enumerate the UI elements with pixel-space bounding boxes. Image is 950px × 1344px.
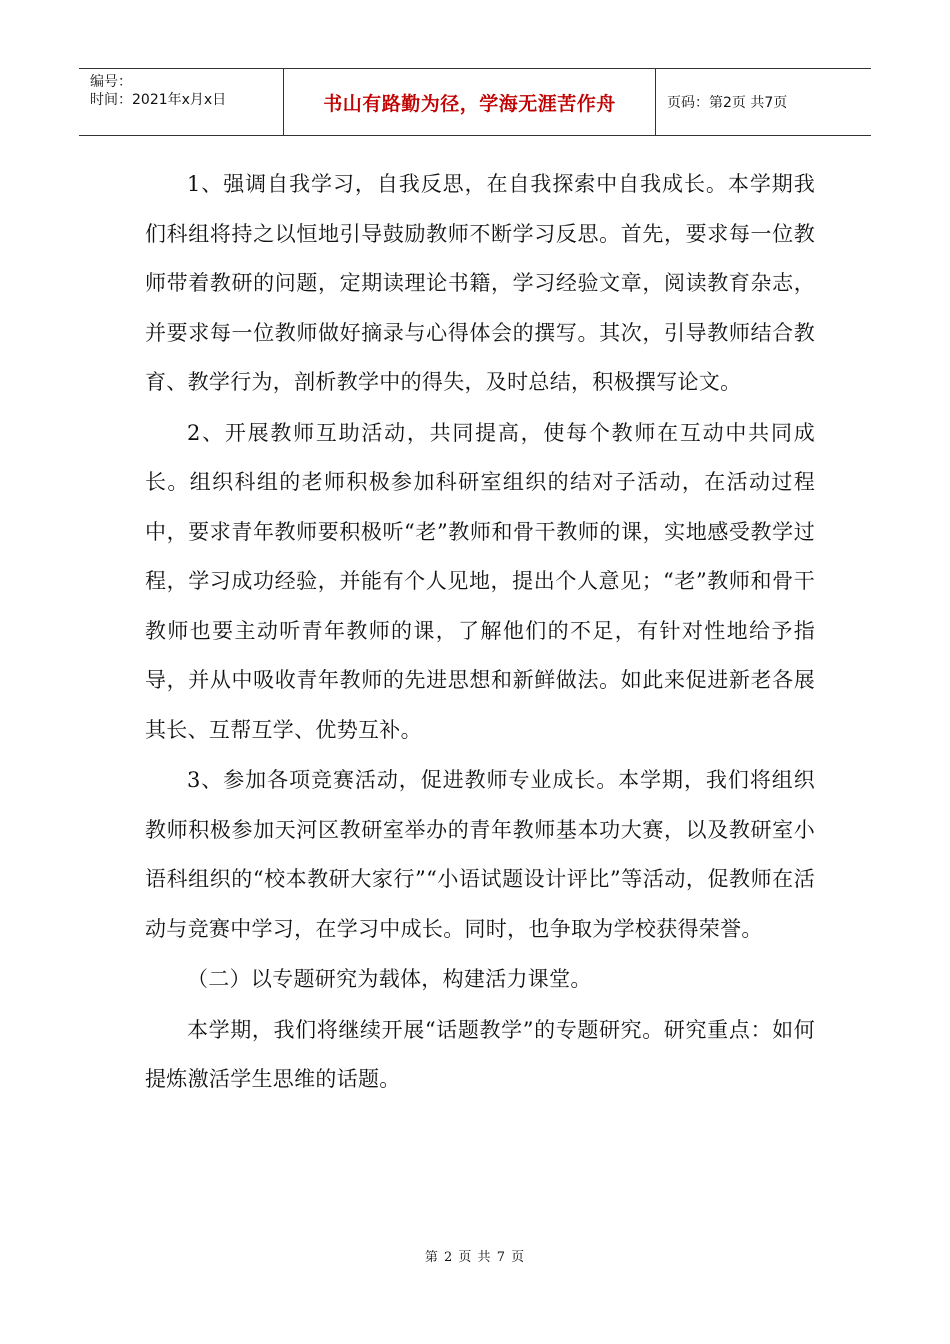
paragraph-mutual-help: 2、开展教师互助活动，共同提高，使每个教师在互动中共同成长。组织科组的老师积极参加科研室组织的结对子活动，在活动过程中，要求青年教师要积极听“老”教师和骨干教师的课，实地感受教学过程，学习成功经验，并能有个人见地，提出个人意见；“老”教师和骨干教师也要主动听青年教师的课，了解他们的不足，有针对性地给予指导，并从中吸收青年教师的先进思想和新鲜做法。如此来促进新老各展其长、互帮互学、优势互补。 [145, 420, 815, 742]
footer-page-number: 第 2 页 共 7 页 [424, 1250, 526, 1265]
page-footer [0, 1246, 950, 1265]
document-body [145, 160, 815, 1105]
page-code-text: 页码：第2页 共7页 [667, 95, 788, 111]
paragraph-self-learning: 1、强调自我学习，自我反思，在自我探索中自我成长。本学期我们科组将持之以恒地引导鼓励教师不断学习反思。首先，要求每一位教师带着教研的问题，定期读理论书籍，学习经验文章，阅读教育杂志，并要求每一位教师做好摘录与心得体会的撰写。其次，引导教师结合教育、教学行为，剖析教学中的得失，及时总结，积极撰写论文。 [145, 172, 815, 394]
header-page-code [656, 69, 871, 135]
header-motto [284, 69, 656, 135]
document-number-label: 编号： [90, 74, 132, 90]
paragraph-competitions: 3、参加各项竞赛活动，促进教师专业成长。本学期，我们将组织教师积极参加天河区教研室举办的青年教师基本功大赛，以及教研室小语科组织的“校本教研大家行”“小语试题设计评比”等活动，促教师在活动与竞赛中学习，在学习中成长。同时，也争取为学校获得荣誉。 [145, 768, 815, 941]
paragraph-topic-teaching: 本学期，我们将继续开展“话题教学”的专题研究。研究重点：如何提炼激活学生思维的话题。 [145, 1017, 815, 1091]
motto-text: 书山有路勤为径，学海无涯苦作舟 [323, 92, 616, 115]
document-header [79, 68, 871, 136]
section-heading-topic-research: （二）以专题研究为载体，构建活力课堂。 [187, 967, 592, 991]
header-meta [79, 69, 284, 135]
document-date: 时间：2021年x月x日 [90, 92, 227, 108]
